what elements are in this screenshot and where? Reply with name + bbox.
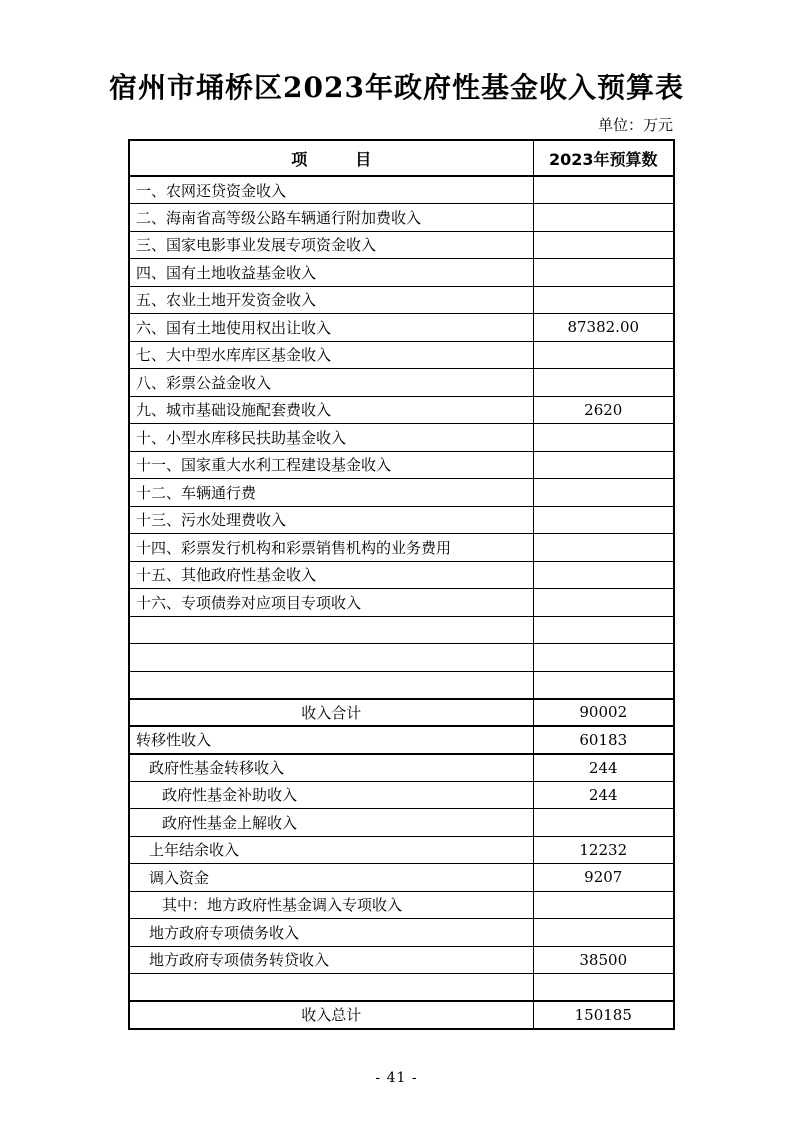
item-cell [129,974,533,1002]
table-row [129,644,674,672]
value-cell [533,561,674,589]
table-row [129,176,674,204]
table-row [129,726,674,754]
table-row [129,561,674,589]
item-cell: 地方政府专项债务收入 [129,919,533,947]
value-cell [533,424,674,452]
table-row [129,506,674,534]
table-row [129,231,674,259]
table-row [129,671,674,699]
table-row [129,451,674,479]
item-cell [129,671,533,699]
item-cell: 十四、彩票发行机构和彩票销售机构的业务费用 [129,534,533,562]
item-cell: 政府性基金转移收入 [129,754,533,782]
value-cell [533,974,674,1002]
unit-note: 单位：万元 [597,116,673,134]
value-cell [533,919,674,947]
value-cell [533,616,674,644]
item-cell [129,616,533,644]
table-row [129,424,674,452]
item-cell: 十二、车辆通行费 [129,479,533,507]
table-row [129,616,674,644]
item-cell: 六、国有土地使用权出让收入 [129,314,533,342]
item-cell: 八、彩票公益金收入 [129,369,533,397]
value-cell: 244 [533,781,674,809]
value-cell [533,341,674,369]
value-cell [533,451,674,479]
item-cell: 十五、其他政府性基金收入 [129,561,533,589]
table-row [129,479,674,507]
table-row [129,589,674,617]
value-cell [533,286,674,314]
item-cell: 政府性基金上解收入 [129,809,533,837]
item-cell: 上年结余收入 [129,836,533,864]
value-cell [533,671,674,699]
value-cell: 12232 [533,836,674,864]
value-cell [533,479,674,507]
table-row [129,259,674,287]
item-cell: 十、小型水库移民扶助基金收入 [129,424,533,452]
table-row [129,204,674,232]
column-header-item: 项 目 [129,140,533,176]
item-cell: 十一、国家重大水利工程建设基金收入 [129,451,533,479]
table-row [129,534,674,562]
item-cell: 二、海南省高等级公路车辆通行附加费收入 [129,204,533,232]
item-cell: 其中：地方政府性基金调入专项收入 [129,891,533,919]
item-cell: 转移性收入 [129,726,533,754]
value-cell: 90002 [533,699,674,727]
value-cell [533,176,674,204]
value-cell: 60183 [533,726,674,754]
value-cell [533,534,674,562]
value-cell: 87382.00 [533,314,674,342]
value-cell [533,369,674,397]
item-cell: 调入资金 [129,864,533,892]
table-header-row [129,140,674,176]
value-cell [533,231,674,259]
item-cell: 五、农业土地开发资金收入 [129,286,533,314]
item-cell: 四、国有土地收益基金收入 [129,259,533,287]
table-row [129,919,674,947]
item-cell [129,644,533,672]
table-row [129,809,674,837]
page-title: 宿州市埇桥区2023年政府性基金收入预算表 [109,71,684,104]
table-row [129,1001,674,1029]
table-row [129,974,674,1002]
value-cell: 244 [533,754,674,782]
value-cell: 2620 [533,396,674,424]
value-cell [533,589,674,617]
value-cell: 150185 [533,1001,674,1029]
table-row [129,314,674,342]
value-cell [533,891,674,919]
value-cell: 9207 [533,864,674,892]
value-cell [533,506,674,534]
item-cell: 九、城市基础设施配套费收入 [129,396,533,424]
item-cell: 七、大中型水库库区基金收入 [129,341,533,369]
column-header-budget: 2023年预算数 [533,140,674,176]
item-cell: 地方政府专项债务转贷收入 [129,946,533,974]
table-row [129,754,674,782]
table-row [129,781,674,809]
value-cell [533,204,674,232]
item-cell: 收入合计 [129,699,533,727]
table-row [129,369,674,397]
table-row [129,699,674,727]
item-cell: 一、农网还贷资金收入 [129,176,533,204]
table-row [129,891,674,919]
item-cell: 十六、专项债券对应项目专项收入 [129,589,533,617]
table-row [129,864,674,892]
table-row [129,341,674,369]
item-cell: 政府性基金补助收入 [129,781,533,809]
value-cell: 38500 [533,946,674,974]
value-cell [533,259,674,287]
value-cell [533,644,674,672]
value-cell [533,809,674,837]
table-row [129,946,674,974]
table-row [129,836,674,864]
page-number: - 41 - [375,1070,418,1086]
item-cell: 十三、污水处理费收入 [129,506,533,534]
item-cell: 收入总计 [129,1001,533,1029]
table-row [129,396,674,424]
item-cell: 三、国家电影事业发展专项资金收入 [129,231,533,259]
table-row [129,286,674,314]
budget-table [128,139,675,1030]
table-body [129,176,674,1029]
